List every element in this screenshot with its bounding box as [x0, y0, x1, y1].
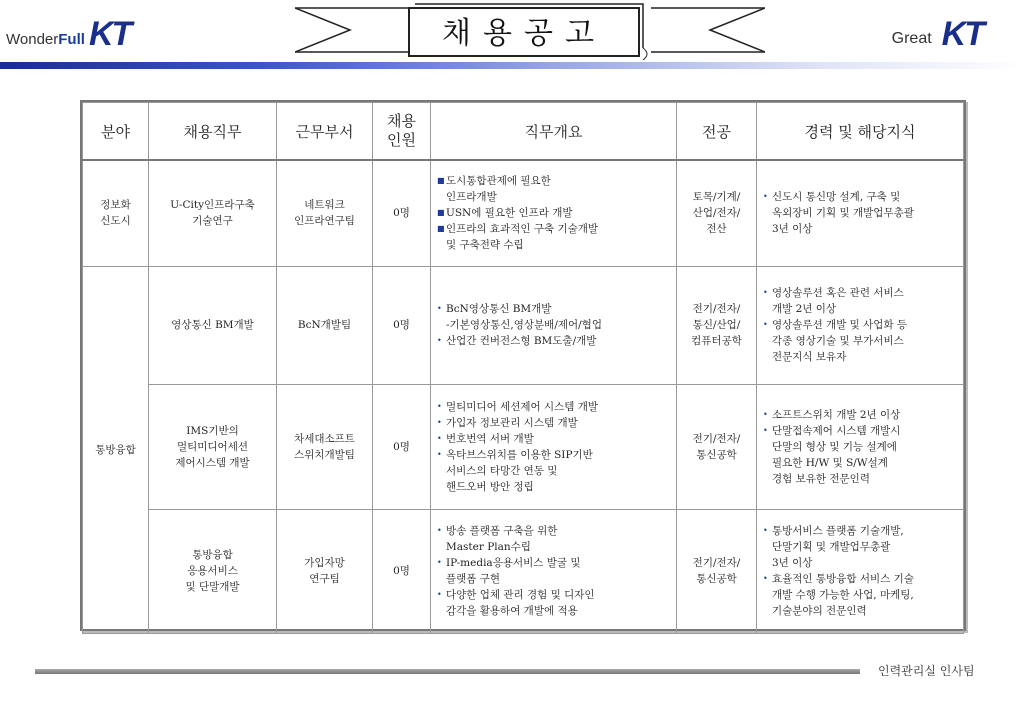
- bullet-icon: •: [437, 590, 442, 599]
- bullet-icon: •: [437, 417, 442, 427]
- summary-item: • 방송 플랫폼 구축을 위한 Master Plan수립: [437, 525, 558, 553]
- summary-cell: [431, 266, 677, 384]
- bullet-icon: •: [437, 558, 442, 567]
- summary-item: • 멀티미디어 세션제어 시스템 개발: [437, 400, 599, 413]
- column-header: 근무부서: [277, 103, 373, 161]
- summary-cell: [431, 160, 677, 266]
- experience-cell: [757, 509, 964, 633]
- experience-item: • 소프트스위치 개발 2년 이상: [763, 408, 901, 421]
- footer-divider: [35, 669, 860, 674]
- summary-item: • 가입자 정보관리 시스템 개발: [437, 416, 578, 429]
- summary-item: • BcN영상통신 BM개발 -기본영상통신,영상분배/제어/협업: [437, 303, 602, 331]
- bullet-icon: ■: [437, 224, 445, 234]
- field-cell: 정보화 신도시: [83, 160, 149, 266]
- count-cell: 0명: [373, 384, 431, 509]
- field-cell: 통방융합: [83, 266, 149, 633]
- column-header: 분야: [83, 103, 149, 161]
- kt-logo-mark: KT: [88, 15, 131, 53]
- summary-item: • 다양한 업체 관리 경험 및 디자인 감각을 활용하여 개발에 적용: [437, 589, 595, 617]
- summary-item: ■ USN에 필요한 인프라 개발: [437, 207, 573, 220]
- experience-item: • 통방서비스 플랫폼 기술개발, 단말기획 및 개발업무총괄 3년 이상: [763, 525, 904, 569]
- table-row: [83, 266, 964, 384]
- column-header: 경력 및 해당지식: [757, 103, 964, 161]
- bullet-icon: •: [437, 401, 442, 411]
- major-cell: 토목/기계/ 산업/전자/ 전산: [677, 160, 757, 266]
- dept-cell: 가입자망 연구팀: [277, 509, 373, 633]
- great-kt-logo: [891, 14, 983, 53]
- count-cell: 0명: [373, 160, 431, 266]
- table-row: [83, 160, 964, 266]
- count-cell: 0명: [373, 266, 431, 384]
- logo-great-text: Great: [891, 30, 932, 47]
- summary-cell: [431, 509, 677, 633]
- major-cell: 전기/전자/ 통신/산업/ 컴퓨터공학: [677, 266, 757, 384]
- job-cell: U-City인프라구축 기술연구: [149, 160, 277, 266]
- experience-cell: [757, 160, 964, 266]
- logo-bold: Full: [58, 31, 85, 48]
- experience-cell: [757, 266, 964, 384]
- kt-logo-mark-right: KT: [941, 15, 983, 53]
- bullet-icon: •: [763, 320, 768, 329]
- major-cell: 전기/전자/ 통신공학: [677, 384, 757, 509]
- bullet-icon: •: [763, 192, 768, 202]
- bullet-icon: •: [437, 304, 442, 313]
- recruitment-table: [80, 100, 966, 631]
- job-cell: IMS기반의 멀티미디어세션 제어시스템 개발: [149, 384, 277, 509]
- job-cell: 통방융합 응용서비스 및 단말개발: [149, 509, 277, 633]
- experience-cell: [757, 384, 964, 509]
- summary-item: • IP-media응용서비스 발굴 및 플랫폼 구현: [437, 557, 581, 585]
- count-cell: 0명: [373, 509, 431, 633]
- bullet-icon: ■: [437, 176, 445, 186]
- bullet-icon: •: [437, 526, 442, 535]
- footer-department: 인력관리실 인사팀: [878, 664, 975, 678]
- page-title: 채용공고: [442, 16, 606, 51]
- summary-cell: [431, 384, 677, 509]
- bullet-icon: •: [763, 288, 768, 297]
- summary-item: ■ 인프라의 효과적인 구축 기술개발 및 구축전략 수립: [437, 223, 599, 252]
- bullet-icon: •: [437, 433, 442, 443]
- bullet-icon: •: [437, 336, 442, 345]
- summary-item: ■ 도시통합관제에 필요한 인프라개발: [437, 175, 551, 204]
- bullet-icon: •: [763, 526, 768, 535]
- column-header: 전공: [677, 103, 757, 161]
- dept-cell: 네트워크 인프라연구팀: [277, 160, 373, 266]
- dept-cell: BcN개발팀: [277, 266, 373, 384]
- job-cell: 영상통신 BM개발: [149, 266, 277, 384]
- header-gradient-bar: [0, 62, 1023, 69]
- summary-item: • 번호번역 서버 개발: [437, 432, 534, 445]
- bullet-icon: •: [763, 409, 768, 419]
- column-header: 직무개요: [431, 103, 677, 161]
- bullet-icon: •: [763, 425, 768, 435]
- summary-item: • 옥타브스위치를 이용한 SIP기반 서비스의 타망간 연동 및 핸드오버 방안 정립: [437, 448, 593, 493]
- column-header: 채용직무: [149, 103, 277, 161]
- table-row: [83, 509, 964, 633]
- bullet-icon: ■: [437, 208, 445, 218]
- dept-cell: 차세대소프트 스위치개발팀: [277, 384, 373, 509]
- bullet-icon: •: [437, 449, 442, 459]
- experience-item: • 효율적인 통방융합 서비스 기술 개발 수행 가능한 사업, 마케팅, 기술분야의 전문인력: [763, 573, 914, 617]
- experience-item: • 영상솔루션 혹은 관련 서비스 개발 2년 이상: [763, 287, 904, 315]
- major-cell: 전기/전자/ 통신공학: [677, 509, 757, 633]
- logo-prefix: Wonder: [6, 31, 59, 48]
- summary-item: • 산업간 컨버전스형 BM도출/개발: [437, 335, 597, 347]
- wonderfull-kt-logo: [6, 14, 131, 53]
- experience-item: • 영상솔루션 개발 및 사업화 등 각종 영상기술 및 부가서비스 전문지식 보유자: [763, 319, 908, 363]
- column-header: 채용인원: [373, 103, 431, 161]
- table-row: [83, 384, 964, 509]
- experience-item: • 신도시 통신망 설계, 구축 및 옥외장비 기획 및 개발업무총괄 3년 이상: [763, 191, 914, 236]
- bullet-icon: •: [763, 574, 768, 583]
- experience-item: • 단말접속제어 시스템 개발시 단말의 형상 및 기능 설계에 필요한 H/W 및 S/W설계 경험 보유한 전문인력: [763, 424, 901, 485]
- table-header-row: [83, 103, 964, 161]
